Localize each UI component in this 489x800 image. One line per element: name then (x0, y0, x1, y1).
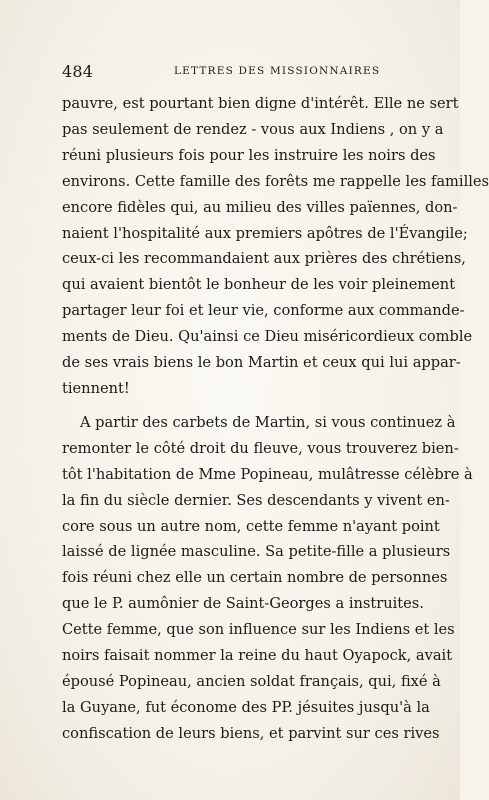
paragraph (62, 91, 489, 402)
text-line: ments de Dieu. Qu'ainsi ce Dieu miséricordieux comble (62, 328, 473, 346)
text-line: réuni plusieurs fois pour les instruire les noirs des (62, 146, 436, 164)
text-line: laissé de lignée masculine. Sa petite-fille a plusieurs (62, 543, 451, 561)
text-line: pas seulement de rendez - vous aux Indiens , on y a (62, 120, 444, 138)
text-line: tôt l'habitation de Mme Popineau, mulâtresse célèbre à (62, 465, 473, 483)
text-line: épousé Popineau, ancien soldat français, qui, fixé à (62, 672, 441, 690)
text-line: qui avaient bientôt le bonheur de les voir pleinement (62, 276, 456, 294)
text-line: encore fidèles qui, au milieu des villes païennes, don- (62, 198, 458, 216)
page-number: 484 (62, 62, 94, 81)
text-line: de ses vrais biens le bon Martin et ceux qui lui appar- (62, 354, 461, 372)
text-line: core sous un autre nom, cette femme n'ayant point (62, 517, 440, 535)
body-text (62, 91, 489, 747)
text-line: fois réuni chez elle un certain nombre de personnes (62, 569, 448, 587)
text-line: que le P. aumônier de Saint-Georges a instruites. (62, 595, 424, 613)
paragraph (62, 410, 473, 747)
paragraph-gap (62, 402, 396, 410)
text-line: noirs faisait nommer la reine du haut Oyapock, avait (62, 647, 453, 665)
text-line: la Guyane, fut économe des PP. jésuites jusqu'à la (62, 698, 430, 716)
text-line: remonter le côté droit du fleuve, vous trouverez bien- (62, 439, 459, 457)
text-line: ceux-ci les recommandaient aux prières des chrétiens, (62, 250, 466, 268)
running-head (62, 62, 396, 82)
text-line: la fin du siècle dernier. Ses descendants y vivent en- (62, 491, 450, 509)
text-line: pauvre, est pourtant bien digne d'intérêt. Elle ne sert (62, 95, 459, 112)
text-line: Cette femme, que son influence sur les Indiens et les (62, 621, 455, 639)
text-line: partager leur foi et leur vie, conforme aux commande- (62, 302, 465, 320)
running-title: LETTRES DES MISSIONNAIRES (174, 65, 381, 77)
text-line: naient l'hospitalité aux premiers apôtres de l'Évangile; (62, 224, 468, 242)
text-line: A partir des carbets de Martin, si vous continuez à (80, 413, 456, 431)
text-line: tiennent! (62, 379, 130, 397)
text-line: environs. Cette famille des forêts me rappelle les familles (62, 172, 489, 190)
text-line: confiscation de leurs biens, et parvint sur ces rives (62, 724, 440, 742)
